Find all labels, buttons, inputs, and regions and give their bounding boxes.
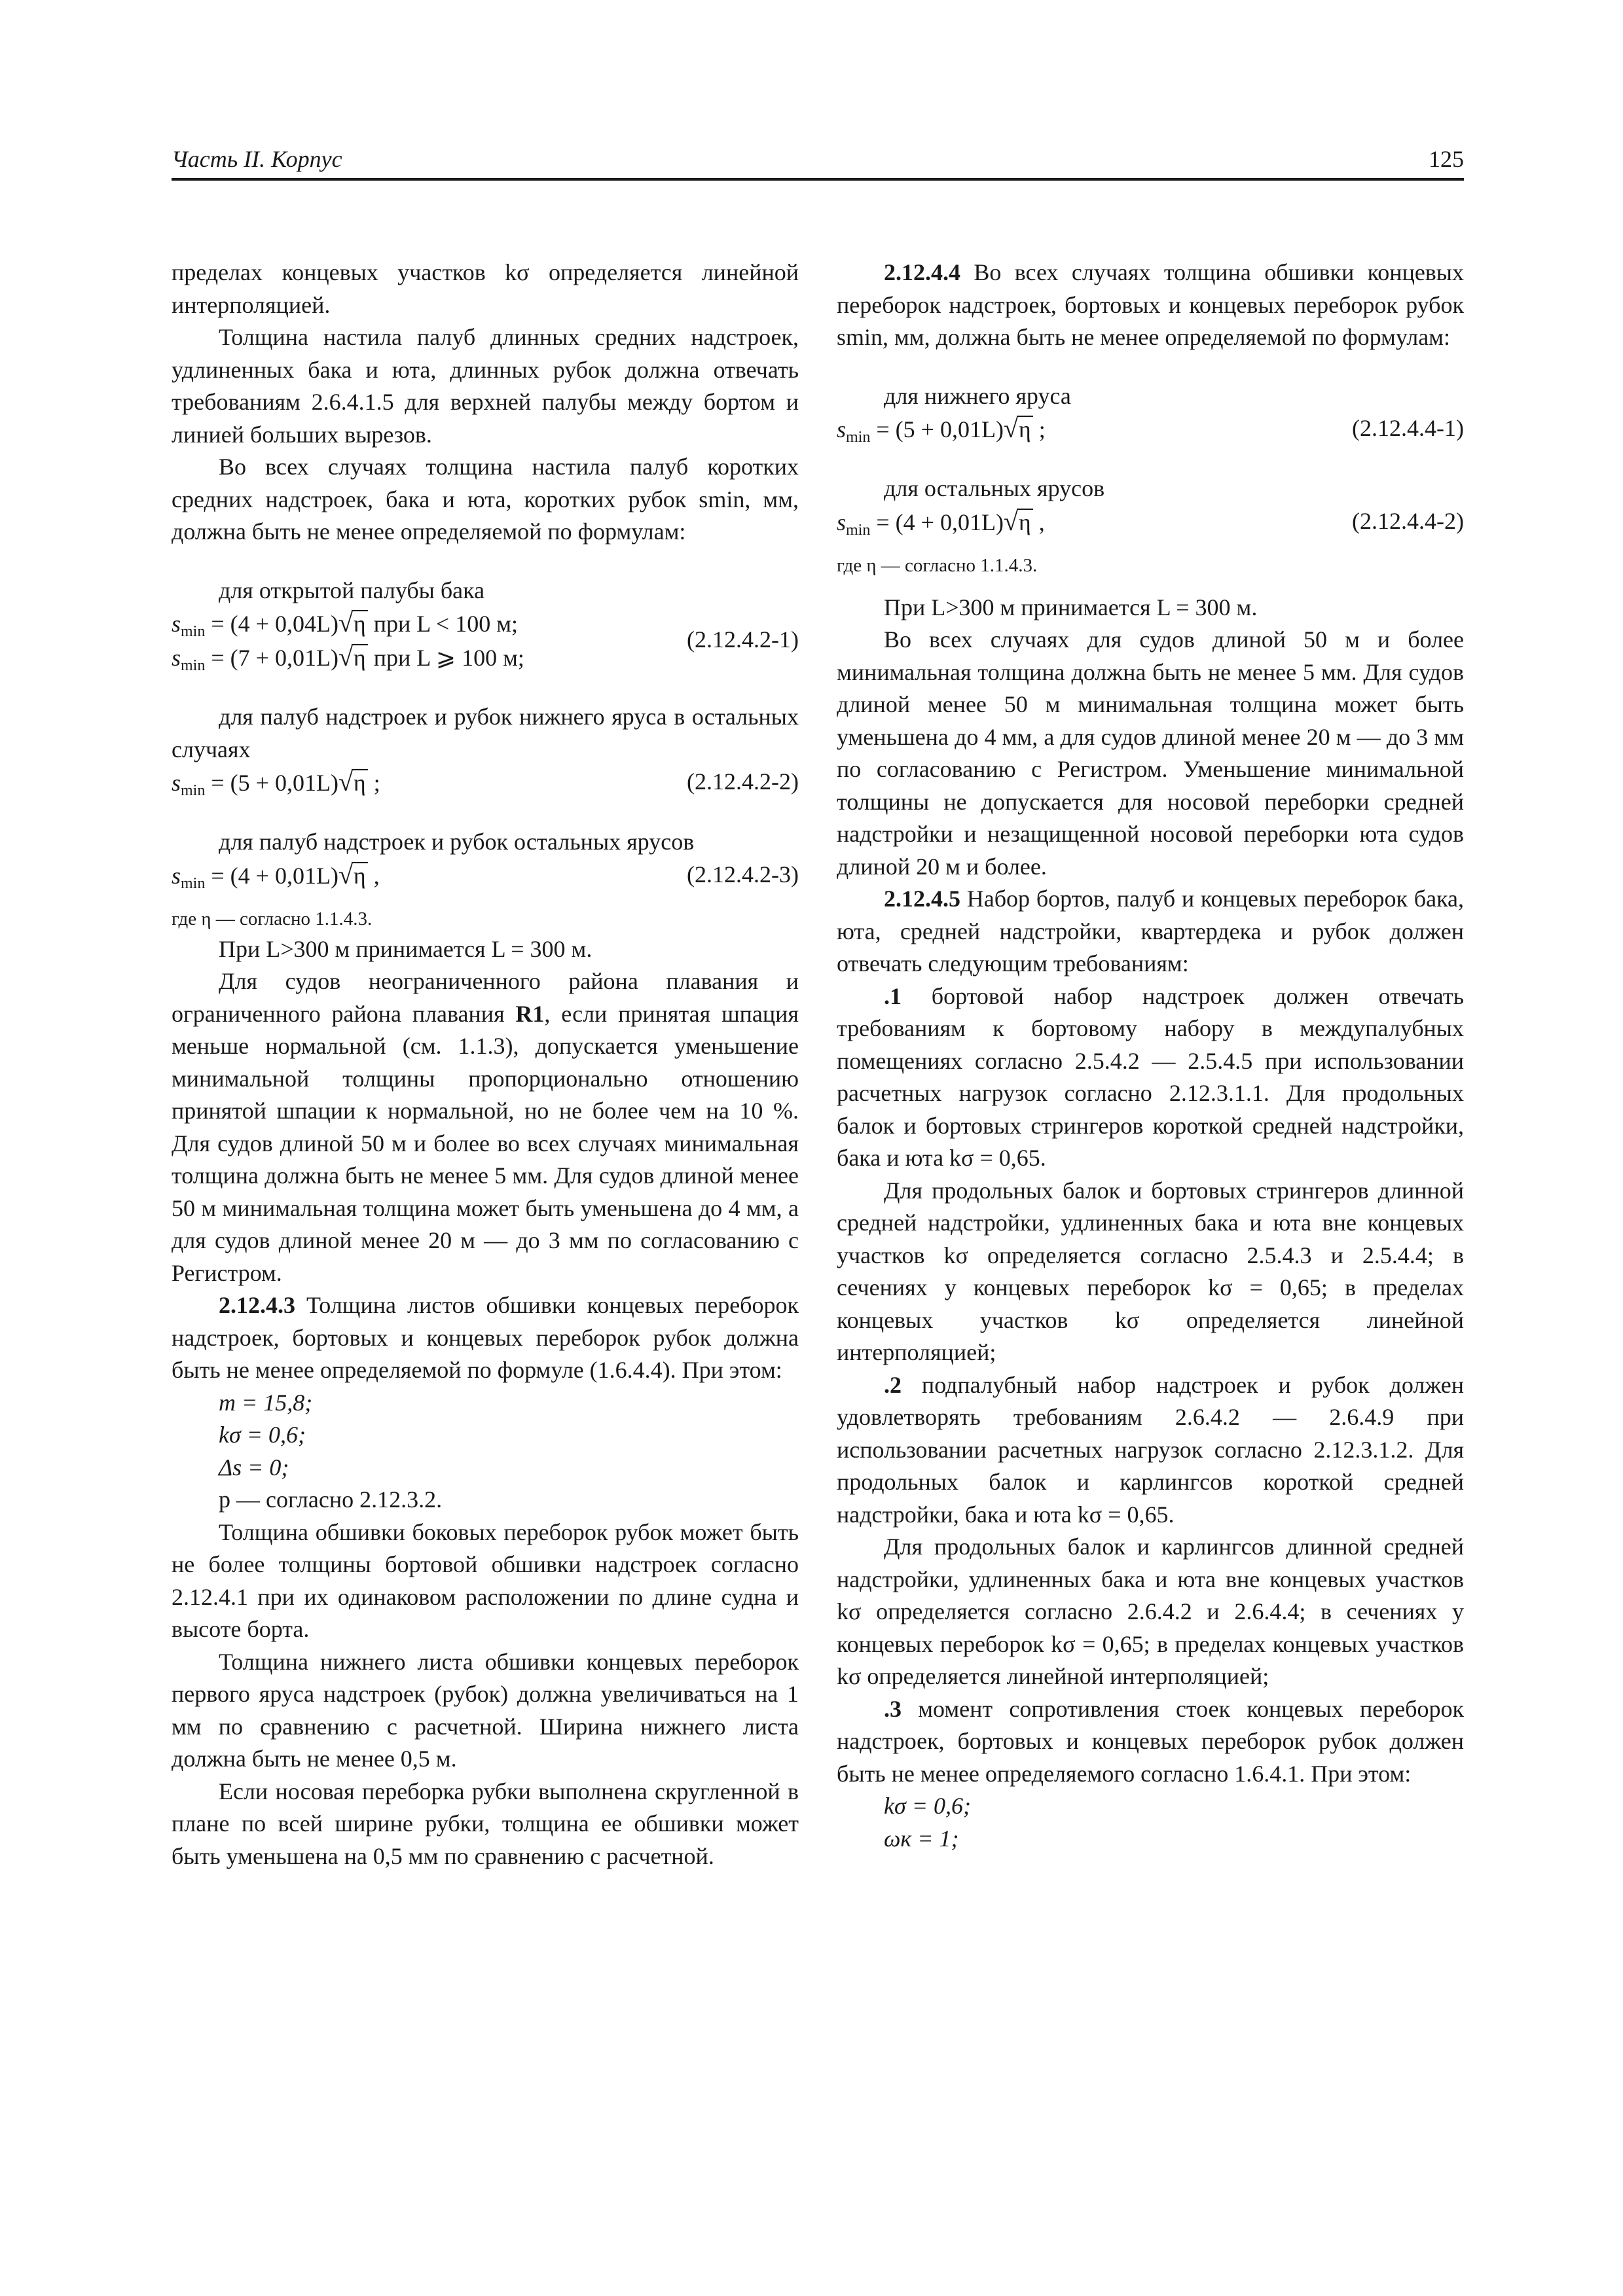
formula-number: (2.12.4.2-1): [687, 626, 799, 653]
list-item: p — согласно 2.12.3.2.: [219, 1486, 443, 1513]
paragraph: Толщина настила палуб длинных средних надстроек, удлиненных бака и юта, длинных рубок должна отвечать требованиям 2.6.4.1.5 для верхней палубы между бортом и линией больших вырезов.: [172, 324, 799, 448]
formula-number: (2.12.4.2-2): [687, 768, 799, 795]
page-number: 125: [1429, 146, 1464, 172]
paragraph: При L>300 м принимается L = 300 м.: [219, 935, 593, 962]
paragraph: 2.12.4.4 Во всех случаях толщина обшивки концевых переборок надстроек, бортовых и концевых переборок рубок smin, мм, должна быть не менее определяемой по формулам:: [837, 259, 1464, 350]
list-item: .2 подпалубный набор надстроек и рубок должен удовлетворять требованиям 2.6.4.2 — 2.6.4.9 при использовании расчетных нагрузок согласно 2.12.3.1.2. Для продольных балок и карлингсов короткой средней надстройки, бака и юта kσ = 0,65.: [837, 1371, 1464, 1528]
formula-2-12-4-4-2: $s_{min} = (4 + 0,01L)√\eta$ , (2.12.4.4-2): [837, 506, 1464, 539]
right-column: [837, 257, 1464, 1855]
list-item: kσ = 0,6;: [219, 1422, 306, 1448]
paragraph: 2.12.4.5 Набор бортов, палуб и концевых переборок бака, юта, средней надстройки, квартердека и рубок должен отвечать следующим требованиям:: [837, 886, 1464, 977]
formula-2-12-4-2-1: $s_{min} = (4 + 0,04L)√\eta$ при L < 100 м; $s_{min} = (7 + 0,01L)√\eta$ при L ⩾ 100 м; (2.12.4.2-1): [172, 608, 799, 674]
formula-2-12-4-4-1: $s_{min} = (5 + 0,01L)√\eta$ ; (2.12.4.4-1): [837, 414, 1464, 446]
list-item: kσ = 0,6;: [884, 1793, 972, 1819]
formula-caption: для палуб надстроек и рубок нижнего яруса в остальных случаях: [172, 704, 799, 762]
paragraph: Толщина нижнего листа обшивки концевых переборок первого яруса надстроек (рубок) должна увеличиваться на 1 мм по сравнению с расчетной. Ширина нижнего листа должна быть не менее 0,5 м.: [172, 1648, 799, 1772]
formula-number: (2.12.4.2-3): [687, 861, 799, 888]
paragraph: Во всех случаях для судов длиной 50 м и более минимальная толщина должна быть не менее 5 мм. Для судов длиной менее 50 м минимальная толщина может быть уменьшена до 4 мм, а для судов длиной менее 20 м — до 3 мм по согласованию с Регистром. Уменьшение минимальной толщины не допускается для носовой переборки средней надстройки и незащищенной носовой переборки юта судов длиной 20 м и более.: [837, 626, 1464, 880]
section-number: 2.12.4.5: [884, 886, 960, 912]
formula-caption: для открытой палубы бака: [219, 577, 485, 603]
list-item: m = 15,8;: [219, 1389, 313, 1416]
list-item: .3 момент сопротивления стоек концевых переборок надстроек, бортовых и концевых переборок рубок должен быть не менее определяемого согласно 1.6.4.1. При этом:: [837, 1695, 1464, 1787]
where-note: где η — согласно 1.1.4.3.: [837, 554, 1038, 576]
formula-caption: для остальных ярусов: [884, 475, 1105, 501]
paragraph: 2.12.4.3 Толщина листов обшивки концевых переборок надстроек, бортовых и концевых переборок рубок должна быть не менее определяемой по формуле (1.6.4.4). При этом:: [172, 1292, 799, 1383]
formula-2-12-4-2-2: $s_{min} = (5 + 0,01L)√\eta$ ; (2.12.4.2-2): [172, 767, 799, 799]
paragraph: Для судов неограниченного района плавания и ограниченного района плавания R1, если принятая шпация меньше нормальной (см. 1.1.3), допускается уменьшение минимальной толщины пропорционально отношению принятой шпации к нормальной, но не более чем на 10 %. Для судов длиной 50 м и более во всех случаях минимальная толщина должна быть не менее 5 мм. Для судов длиной менее 50 м минимальная толщина может быть уменьшена до 4 мм, а для судов длиной менее 20 м — до 3 мм по согласованию с Регистром.: [172, 968, 799, 1286]
formula-number: (2.12.4.4-1): [1352, 415, 1464, 441]
paragraph: Для продольных балок и карлингсов длинной средней надстройки, удлиненных бака и юта вне концевых участков kσ определяется согласно 2.6.4.2 и 2.6.4.4; в сечениях у концевых переборок kσ = 0,65; в пределах концевых участков kσ определяется линейной интерполяцией;: [837, 1534, 1464, 1689]
header-rule: [172, 178, 1464, 181]
section-number: 2.12.4.4: [884, 259, 960, 285]
paragraph: Во всех случаях толщина настила палуб коротких средних надстроек, бака и юта, коротких рубок smin, мм, должна быть не менее определяемой по формулам:: [172, 454, 799, 545]
running-header: [172, 145, 1464, 174]
formula-caption: для палуб надстроек и рубок остальных ярусов: [219, 829, 695, 855]
formula-2-12-4-2-3: $s_{min} = (4 + 0,01L)√\eta$ , (2.12.4.2-3): [172, 859, 799, 892]
list-item: ωк = 1;: [884, 1825, 959, 1852]
paragraph: Толщина обшивки боковых переборок рубок может быть не более толщины бортовой обшивки надстроек согласно 2.12.4.1 при их одинаковом расположении по длине судна и высоте борта.: [172, 1518, 799, 1642]
paragraph: При L>300 м принимается L = 300 м.: [884, 594, 1258, 620]
where-note: где η — согласно 1.1.4.3.: [172, 908, 373, 929]
paragraph: пределах концевых участков kσ определяется линейной интерполяцией.: [172, 259, 799, 318]
paragraph: Для продольных балок и бортовых стрингеров длинной средней надстройки, удлиненных бака и юта вне концевых участков kσ определяется согласно 2.5.4.3 и 2.5.4.4; в сечениях у концевых переборок kσ = 0,65; в пределах концевых участков kσ определяется линейной интерполяцией;: [837, 1177, 1464, 1365]
left-column: [172, 257, 799, 1873]
header-title: Часть II. Корпус: [172, 146, 342, 172]
formula-number: (2.12.4.4-2): [1352, 507, 1464, 534]
paragraph: Если носовая переборка рубки выполнена скругленной в плане по всей ширине рубки, толщина ее обшивки может быть уменьшена на 0,5 мм по сравнению с расчетной.: [172, 1778, 799, 1869]
section-number: 2.12.4.3: [219, 1292, 295, 1318]
formula-caption: для нижнего яруса: [884, 382, 1071, 409]
list-item: Δs = 0;: [219, 1454, 289, 1480]
list-item: .1 бортовой набор надстроек должен отвечать требованиям к бортовому набору в междупалубных помещениях согласно 2.5.4.2 — 2.5.4.5 при использовании расчетных нагрузок согласно 2.12.3.1.1. Для продольных балок и бортовых стрингеров короткой средней надстройки, бака и юта kσ = 0,65.: [837, 982, 1464, 1171]
